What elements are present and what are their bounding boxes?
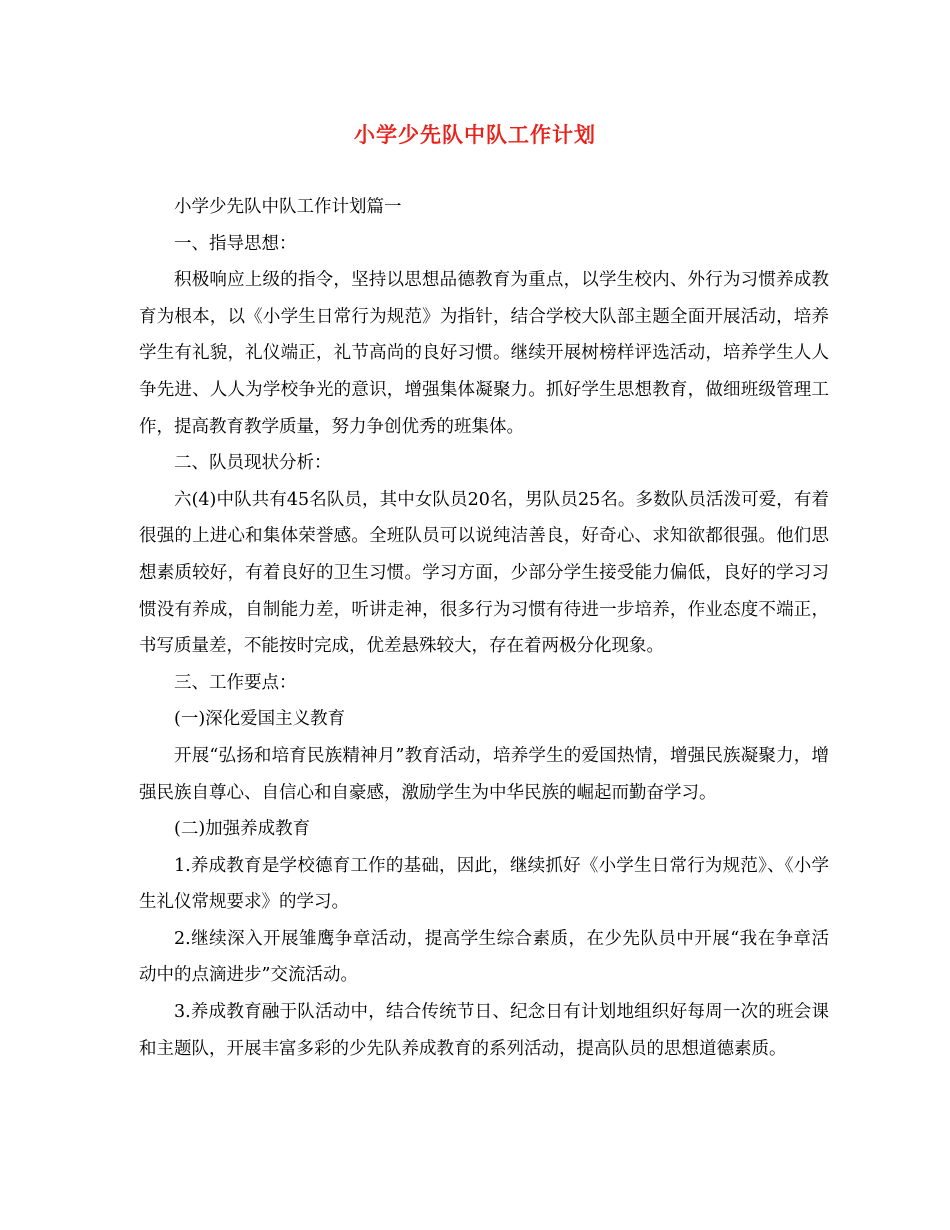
list-item: 1.养成教育是学校德育工作的基础，因此，继续抓好《小学生日常行为规范》、《小学生礼仪常规要求》的学习。 [139,855,829,913]
list-item: 3.养成教育融于队活动中，结合传统节日、纪念日有计划地组织好每周一次的班会课和主题队，开展丰富多彩的少先队养成教育的系列活动，提高队员的思想道德素质。 [139,1002,829,1059]
section-heading: 二、队员现状分析： [174,453,332,474]
body-paragraph: 积极响应上级的指令，坚持以思想品德教育为重点，以学生校内、外行为习惯养成教育为根本，以《小学生日常行为规范》为指针，结合学校大队部主题全面开展活动，培养学生有礼貌，礼仪端正，礼节高尚的良好习惯。继续开展树榜样评选活动，培养学生人人争先进、人人为学校争光的意识，增强集体凝聚力。抓好学生思想教育，做细班级管理工作，提高教育教学质量，努力争创优秀的班集体。 [139,270,829,437]
section-heading: 一、指导思想： [174,233,297,254]
document-body [139,189,829,1067]
list-item: 2.继续深入开展雏鹰争章活动，提高学生综合素质，在少先队员中开展“我在争章活动中的点滴进步”交流活动。 [139,928,829,986]
body-paragraph: 六(4)中队共有45名队员，其中女队员20名，男队员25名。多数队员活泼可爱，有着很强的上进心和集体荣誉感。全班队员可以说纯洁善良，好奇心、求知欲都很强。他们思想素质较好，有着良好的卫生习惯。学习方面，少部分学生接受能力偏低，良好的学习习惯没有养成，自制能力差，听讲走神，很多行为习惯有待进一步培养，作业态度不端正，书写质量差，不能按时完成，优差悬殊较大，存在着两极分化现象。 [139,489,829,657]
document-title: 小学少先队中队工作计划 [354,122,596,147]
subsection-heading: (一)深化爱国主义教育 [174,709,346,730]
section-heading: 小学少先队中队工作计划篇一 [174,197,402,217]
subsection-heading: (二)加强养成教育 [174,819,311,840]
section-heading: 三、工作要点： [174,672,297,693]
body-paragraph: 开展“弘扬和培育民族精神月”教育活动，培养学生的爱国热情，增强民族凝聚力，增强民族自尊心、自信心和自豪感，激励学生为中华民族的崛起而勤奋学习。 [139,745,829,803]
